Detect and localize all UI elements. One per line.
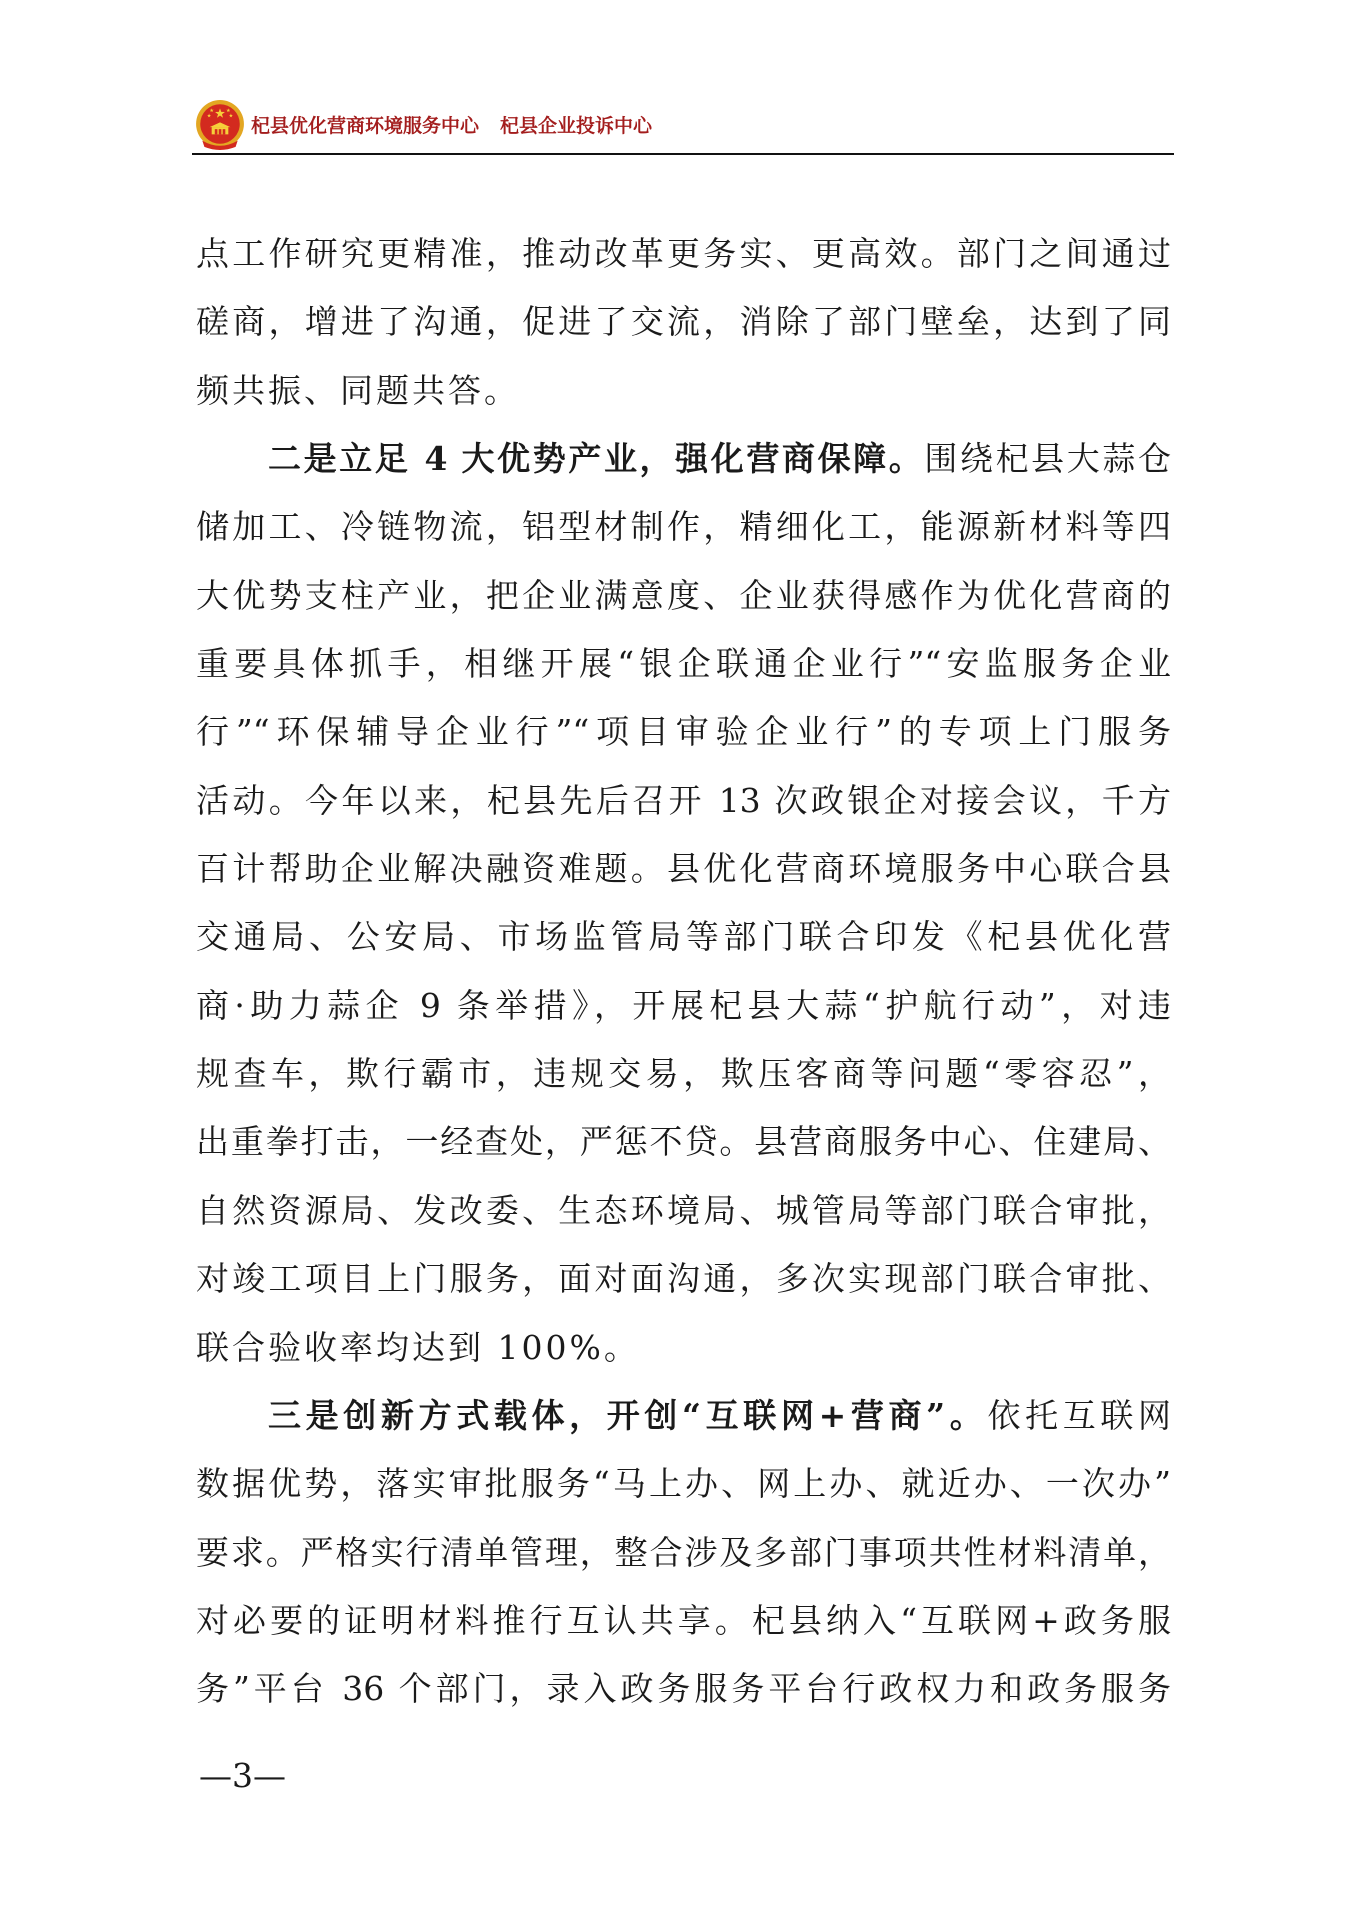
body-line: 储加工、冷链物流，铝型材制作，精细化工，能源新材料等四: [196, 507, 1171, 547]
body-line: 重要具体抓手，相继开展“银企联通企业行”“安监服务企业: [196, 644, 1171, 684]
org-name-secondary: 杞县企业投诉中心: [500, 115, 653, 137]
body-line: 对竣工项目上门服务，面对面沟通，多次实现部门联合审批、: [196, 1259, 1171, 1299]
body-line: 商·助力蒜企 9 条举措》，开展杞县大蒜“护航行动”，对违: [196, 985, 1171, 1025]
body-line: 交通局、公安局、市场监管局等部门联合印发《杞县优化营: [196, 917, 1171, 957]
body-line: 点工作研究更精准，推动改革更务实、更高效。部门之间通过: [196, 234, 1171, 273]
paragraph-lead: 三是创新方式载体，开创“互联网+营商”。: [268, 1395, 988, 1435]
body-line: 行”“环保辅导企业行”“项目审验企业行”的专项上门服务: [196, 712, 1171, 752]
body-line: 对必要的证明材料推行互认共享。杞县纳入“互联网+政务服: [196, 1600, 1171, 1640]
body-line: 要求。严格实行清单管理，整合涉及多部门事项共性材料清单，: [196, 1532, 1171, 1572]
body-line: [196, 425, 1171, 493]
body-line: 大优势支柱产业，把企业满意度、企业获得感作为优化营商的: [196, 575, 1171, 615]
body-line: 自然资源局、发改委、生态环境局、城管局等部门联合审批，: [196, 1190, 1171, 1230]
body-line: 磋商，增进了沟通，促进了交流，消除了部门壁垒，达到了同: [196, 302, 1171, 342]
body-line: 活动。今年以来，杞县先后召开 13 次政银企对接会议，千方: [196, 780, 1171, 820]
body-line-text: 围绕杞县大蒜仓: [924, 439, 1171, 479]
body-line: 出重拳打击，一经查处，严惩不贷。县营商服务中心、住建局、: [196, 1122, 1171, 1162]
body-line: 频共振、同题共答。: [196, 370, 520, 410]
body-line: [196, 1382, 1171, 1450]
body-line: 务”平台 36 个部门，录入政务服务平台行政权力和政务服务: [196, 1669, 1171, 1709]
national-emblem-icon: [194, 99, 246, 151]
org-name: 杞县优化营商环境服务中心: [251, 115, 480, 137]
body-line: 百计帮助企业解决融资难题。县优化营商环境服务中心联合县: [196, 849, 1171, 889]
page-number: —3—: [199, 1756, 286, 1795]
body-line: 数据优势，落实审批服务“马上办、网上办、就近办、一次办”: [196, 1464, 1171, 1504]
body-line: 规查车，欺行霸市，违规交易，欺压客商等问题“零容忍”，: [196, 1054, 1171, 1094]
header-divider: [192, 153, 1174, 155]
body-line-text: 依托互联网: [987, 1395, 1171, 1435]
document-body: [196, 220, 1171, 1724]
paragraph-lead: 二是立足 4 大优势产业，强化营商保障。: [268, 439, 925, 479]
body-line: 联合验收率均达到 100%。: [196, 1327, 640, 1367]
